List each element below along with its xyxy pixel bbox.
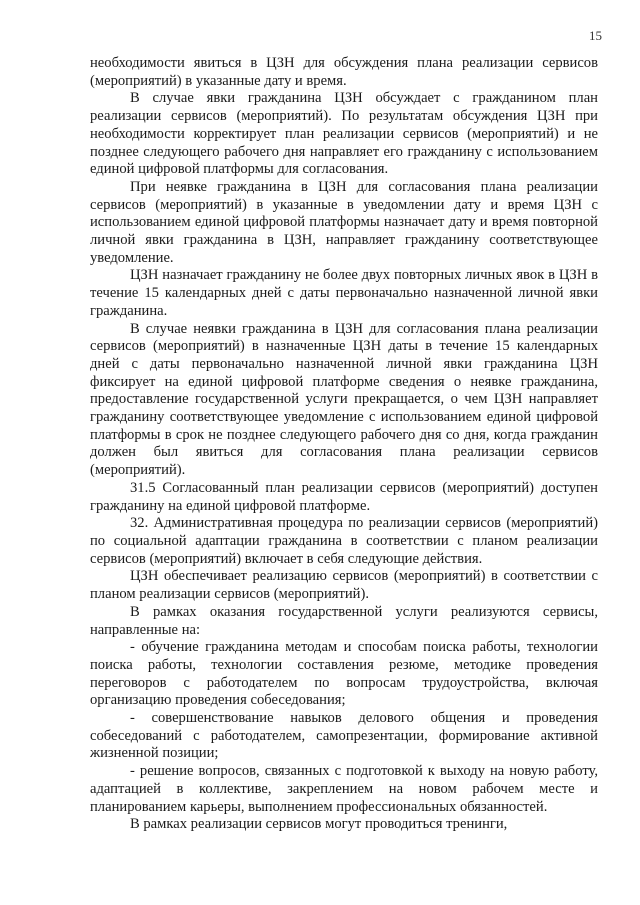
paragraph: В случае явки гражданина ЦЗН обсуждает с гражданином план реализации сервисов (мероприятий). По результатам обсуждения ЦЗН при необходимости корректирует план реализации сервисов (мероприятий) и не позднее следующего рабочего дня направляет его гражданину с использованием единой цифровой платформы для согласования. [90,90,598,178]
paragraph: необходимости явиться в ЦЗН для обсуждения плана реализации сервисов (мероприятий) в указанные дату и время. [90,55,598,89]
list-item [90,710,598,763]
list-item [90,639,598,710]
page-number: 15 [589,28,602,43]
paragraph: В случае неявки гражданина в ЦЗН для согласования плана реализации сервисов (мероприятий) в назначенные ЦЗН даты в течение 15 календарных дней с даты первоначально назначенной личной явки гражданина ЦЗН фиксирует на единой цифровой платформе сведения о неявке гражданина, предоставление государственной услуги прекращается, о чем ЦЗН направляет гражданину соответствующее уведомление с использованием единой цифровой платформы в срок не позднее следующего рабочего дня со дня, когда гражданин должен был явиться для согласования плана реализации сервисов (мероприятий). [90,320,598,479]
closing-paragraph: В рамках реализации сервисов могут проводиться тренинги, [130,816,508,833]
paragraph: ЦЗН обеспечивает реализацию сервисов (мероприятий) в соответствии с планом реализации сервисов (мероприятий). [90,568,598,603]
list-marker: - [130,639,135,656]
list-item-text: совершенствование навыков делового общения и проведения собеседований с работодателем, самопрезентации, формирование активной жизненной позиции; [90,710,598,762]
paragraph: В рамках оказания государственной услуги реализуются сервисы, направленные на: [90,603,598,638]
list-marker: - [130,763,135,780]
paragraph: При неявке гражданина в ЦЗН для согласования плана реализации сервисов (мероприятий) в указанные в уведомлении дату и время ЦЗН с использованием единой цифровой платформы назначает дату и время повторной личной явки гражданина в ЦЗН, направляет гражданину соответствующее уведомление. [90,178,598,266]
document-body [90,55,598,834]
paragraph: 31.5 Согласованный план реализации сервисов (мероприятий) доступен гражданину на единой цифровой платформе. [90,479,598,514]
paragraph: ЦЗН назначает гражданину не более двух повторных личных явок в ЦЗН в течение 15 календарных дней с даты первоначально назначенной личной явки гражданина. [90,267,598,319]
paragraph: 32. Административная процедура по реализации сервисов (мероприятий) по социальной адаптации гражданина в соответствии с планом реализации сервисов (мероприятий) включает в себя следующие действия. [90,515,598,567]
list-item-text: решение вопросов, связанных с подготовкой к выходу на новую работу, адаптацией в коллективе, закреплением на новом рабочем месте и планированием карьеры, выполнением профессиональных обязанностей. [90,763,598,815]
list-item-text: обучение гражданина методам и способам поиска работы, технологии поиска работы, технологии составления резюме, методике проведения переговоров с работодателем по вопросам трудоустройства, включая организацию проведения собеседования; [90,639,598,709]
list-marker: - [130,710,135,727]
list-item [90,763,598,816]
